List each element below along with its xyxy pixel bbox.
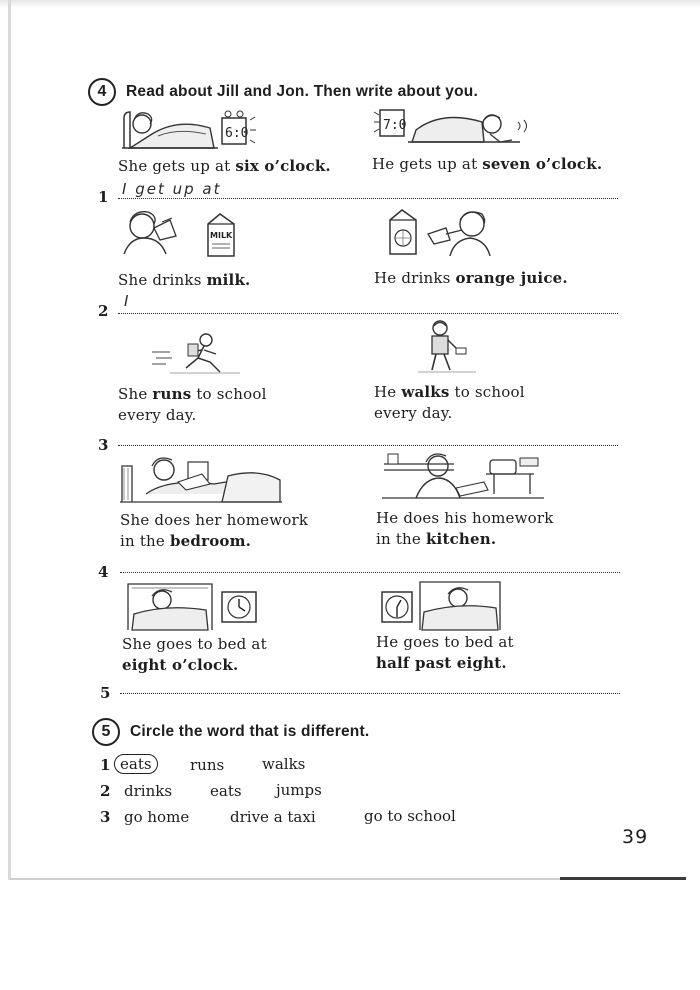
answer-line-3[interactable] <box>118 445 618 446</box>
boy-walking-icon <box>410 320 480 374</box>
exercise-instruction: Read about Jill and Jon. Then write about you. <box>126 83 478 100</box>
answer-line-number: 5 <box>100 684 111 702</box>
boy-homework-icon <box>380 450 546 500</box>
handwritten-answer: I get up at <box>122 180 222 198</box>
answer-line-number: 1 <box>98 188 109 206</box>
scan-shadow-left <box>8 0 11 880</box>
jon-sentence-1: He gets up at seven o’clock. <box>372 155 603 173</box>
jill-sentence-2: She drinks milk. <box>118 271 251 289</box>
answer-line-number: 2 <box>98 302 109 320</box>
jill-sentence-3: She runs to school every day. <box>118 385 267 424</box>
word-option[interactable]: drive a taxi <box>230 808 316 826</box>
word-option[interactable]: drinks <box>124 782 173 800</box>
milk-carton-icon <box>204 212 238 258</box>
scan-edge-mark <box>560 877 686 880</box>
girl-drinking-icon <box>120 206 200 256</box>
item-number: 3 <box>100 808 111 826</box>
juice-carton-icon <box>386 208 420 256</box>
handwritten-answer: I <box>124 292 131 310</box>
jon-sentence-2: He drinks orange juice. <box>374 269 568 287</box>
girl-in-bed-icon <box>118 104 258 152</box>
word-option[interactable]: jumps <box>276 781 322 799</box>
exercise-number-badge: 4 <box>88 78 116 106</box>
exercise-number-badge: 5 <box>92 718 120 746</box>
svg-text:7:0: 7:0 <box>383 118 407 133</box>
exercise-instruction: Circle the word that is different. <box>130 723 370 740</box>
answer-line-number: 3 <box>98 436 109 454</box>
svg-text:MILK: MILK <box>210 231 233 240</box>
jill-sentence-4: She does her homework in the bedroom. <box>120 511 309 550</box>
jill-sentence-5: She goes to bed at eight o’clock. <box>122 635 267 674</box>
item-number: 1 <box>100 756 111 774</box>
word-option[interactable]: eats <box>210 782 242 800</box>
answer-line-2[interactable] <box>118 313 618 314</box>
girl-homework-icon <box>118 454 284 504</box>
exercise-5-heading <box>92 718 369 746</box>
item-number: 2 <box>100 782 111 800</box>
jon-sentence-5: He goes to bed at half past eight. <box>376 633 514 672</box>
answer-line-number: 4 <box>98 563 109 581</box>
girl-running-icon <box>150 332 246 374</box>
jon-sentence-4: He does his homework in the kitchen. <box>376 509 554 548</box>
word-option[interactable]: go to school <box>364 807 456 825</box>
jon-sentence-3: He walks to school every day. <box>374 383 525 422</box>
scan-shadow-top <box>0 0 700 8</box>
page-number: 39 <box>622 826 649 848</box>
girl-sleeping-icon <box>126 578 264 632</box>
boy-in-bed-icon <box>372 102 532 146</box>
word-option[interactable]: runs <box>190 756 225 774</box>
boy-sleeping-icon <box>380 576 504 632</box>
answer-line-1[interactable] <box>118 198 618 199</box>
boy-drinking-icon <box>424 206 496 258</box>
word-option[interactable]: walks <box>262 755 306 773</box>
answer-line-5[interactable] <box>120 693 620 694</box>
jill-sentence-1: She gets up at six o’clock. <box>118 157 331 175</box>
svg-text:6:0: 6:0 <box>225 126 249 141</box>
word-option[interactable]: go home <box>124 808 190 826</box>
answer-line-4[interactable] <box>120 572 620 573</box>
circled-word[interactable]: eats <box>114 754 158 774</box>
